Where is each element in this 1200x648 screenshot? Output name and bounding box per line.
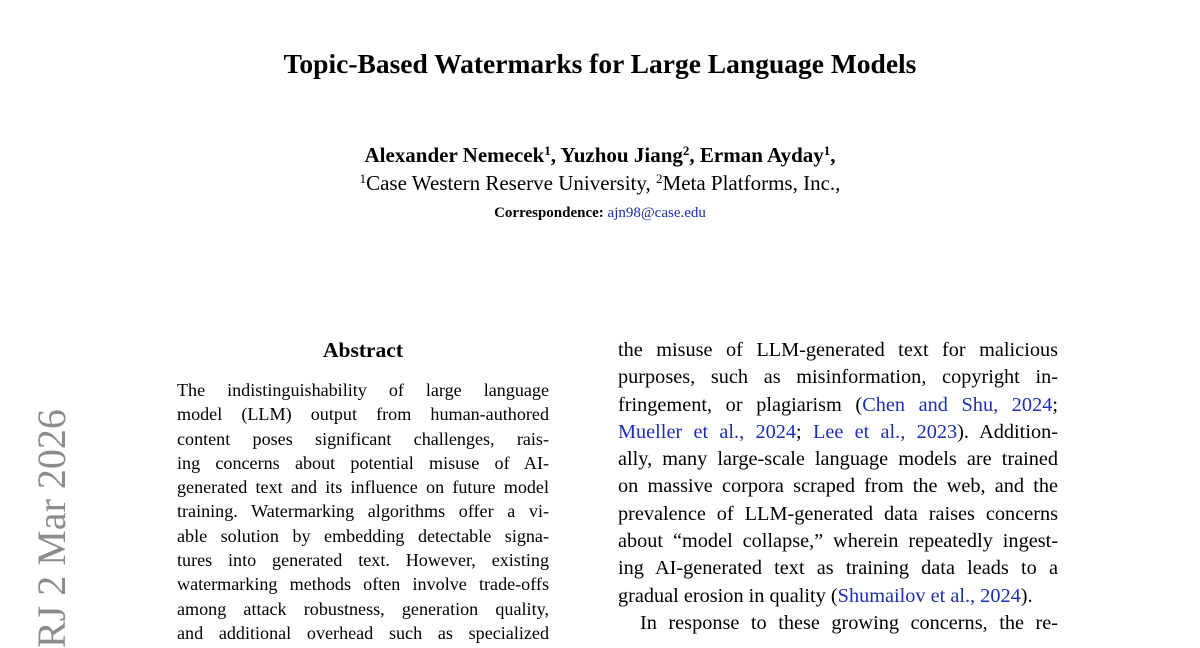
correspondence-label: Correspondence: [494,205,604,221]
body-text: about “model collapse,” wherein repeatedly ingest- [618,530,1058,553]
abstract-line: able solution by embedding detectable signa- [177,525,549,546]
body-text: ally, many large-scale language models are trained [618,448,1058,471]
abstract-line: training. Watermarking algorithms offer a vi- [177,501,549,522]
affiliation-mark: 2 [682,143,690,158]
citation-link[interactable]: Lee et al., 2023 [812,420,958,443]
citation-link[interactable]: Chen and Shu, 2024 [862,393,1053,416]
citation-link[interactable]: Mueller et al., 2024 [618,420,797,443]
body-text: ). [1020,584,1033,607]
affiliation-list [0,170,1200,196]
body-line [618,473,1058,500]
author-separator: , [689,143,700,167]
affiliation-name: Meta Platforms, Inc., [662,171,841,195]
author-list [0,142,1200,168]
author-name: Alexander Nemecek [364,143,545,167]
author-separator: , [830,143,836,167]
abstract-line: The indistinguishability of large language [177,380,549,400]
affiliation-mark: 2 [656,171,663,186]
body-text: ing AI-generated text as training data leads to a [618,557,1058,580]
body-line [618,364,1058,391]
author-name: Erman Ayday [699,143,824,167]
abstract-line: tures into generated text. However, existing [177,550,549,571]
abstract-heading: Abstract [322,338,403,362]
body-text: the misuse of LLM-generated text for malicious [618,339,1058,361]
body-line [618,583,1058,610]
abstract-line: generated text and its influence on future model [177,477,549,498]
body-text: on massive corpora scraped from the web, and the [618,475,1058,498]
abstract-line: watermarking methods often involve trade-offs [177,574,549,595]
body-text: ). Addition- [957,420,1058,443]
body-line [618,337,1058,364]
body-text: gradual erosion in quality ( [618,584,838,607]
body-line [618,392,1058,419]
affiliation-mark: 1 [359,171,367,186]
introduction-text [618,337,1058,637]
author-name: Yuzhou Jiang [560,143,683,167]
body-text: fringement, or plagiarism ( [618,393,863,416]
body-text: purposes, such as misinformation, copyright in- [618,366,1058,389]
abstract-line: model (LLM) output from human-authored [177,404,549,425]
body-line [618,528,1058,555]
arxiv-stamp: RJ 2 Mar 2026 [29,409,74,648]
body-line [618,555,1058,582]
body-text: ; [1052,393,1058,416]
body-text: In response to these growing concerns, the re- [640,611,1058,634]
abstract-body [177,378,549,645]
affiliation-mark: 1 [544,143,551,158]
affiliation-name: Case Western Reserve University, [366,171,651,195]
body-line [618,501,1058,528]
abstract-line: ing concerns about potential misuse of AI- [177,452,549,473]
author-separator: , [550,143,561,167]
abstract-line: among attack robustness, generation quality, [177,598,549,619]
affiliation-mark: 1 [823,143,831,158]
paper-title: Topic-Based Watermarks for Large Language Models [283,48,917,79]
body-line [618,610,1058,637]
abstract-line: and additional overhead such as specialized [177,622,549,643]
body-line [618,419,1058,446]
citation-link[interactable]: Shumailov et al., 2024 [837,584,1021,607]
correspondence-email-link[interactable]: ajn98@case.edu [607,205,706,221]
body-text: prevalence of LLM-generated data raises concerns [618,502,1058,525]
body-text: ; [796,420,813,443]
abstract-line: content poses significant challenges, rais- [177,428,549,449]
body-line [618,446,1058,473]
correspondence [0,203,1200,223]
